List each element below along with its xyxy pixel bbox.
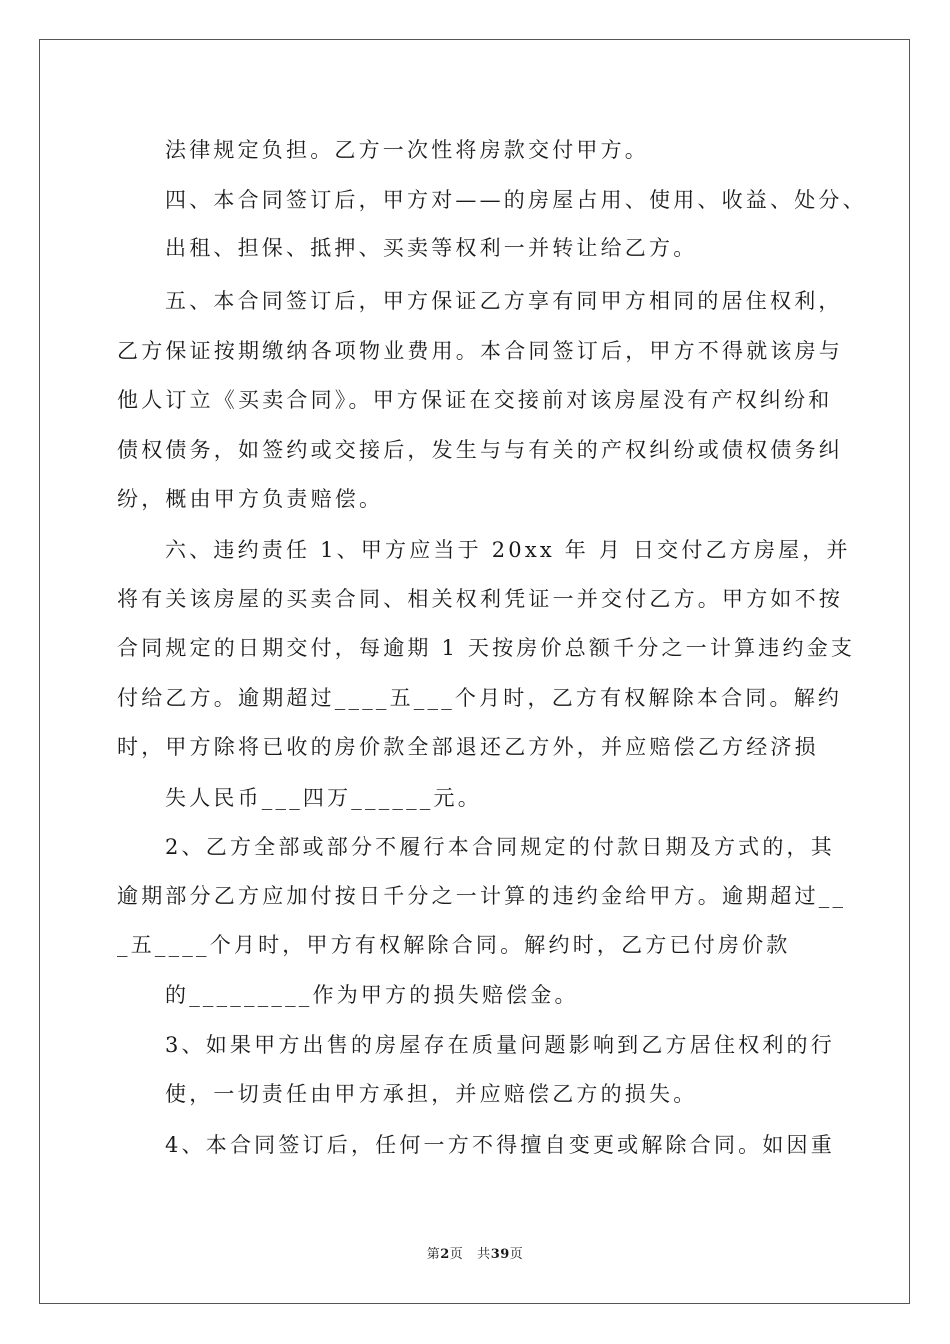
text-line: 乙方保证按期缴纳各项物业费用。本合同签订后，甲方不得就该房与 [117, 339, 843, 363]
total-prefix: 共 [477, 1247, 491, 1262]
total-suffix: 页 [509, 1247, 524, 1262]
text-line: 五、本合同签订后，甲方保证乙方享有同甲方相同的居住权利， [165, 289, 843, 313]
text-line: _五____个月时，甲方有权解除合同。解约时，乙方已付房价款 [117, 933, 791, 957]
page-number: 2 [440, 1247, 450, 1262]
text-line: 合同规定的日期交付，每逾期 1 天按房价总额千分之一计算违约金支 [117, 636, 856, 660]
text-line: 出租、担保、抵押、买卖等权利一并转让给乙方。 [165, 236, 698, 260]
text-line: 失人民币___四万______元。 [165, 786, 482, 810]
text-line: 付给乙方。逾期超过____五___个月时，乙方有权解除本合同。解约 [117, 686, 843, 710]
text-line: 法律规定负担。乙方一次性将房款交付甲方。 [165, 138, 649, 162]
page-prefix: 第 [426, 1247, 441, 1262]
text-line: 3、如果甲方出售的房屋存在质量问题影响到乙方居住权利的行 [165, 1033, 835, 1057]
text-line: 六、违约责任 1、甲方应当于 20xx 年 月 日交付乙方房屋，并 [165, 538, 851, 562]
text-line: 他人订立《买卖合同》。甲方保证在交接前对该房屋没有产权纠纷和 [117, 388, 833, 412]
text-line: 纷，概由甲方负责赔偿。 [117, 487, 384, 511]
text-line: 四、本合同签订后，甲方对——的房屋占用、使用、收益、处分、 [165, 188, 867, 212]
page-footer [0, 1246, 950, 1264]
text-line: 的_________作为甲方的损失赔偿金。 [165, 983, 579, 1007]
text-line: 债权债务，如签约或交接后，发生与与有关的产权纠纷或债权债务纠 [117, 438, 843, 462]
text-line: 逾期部分乙方应加付按日千分之一计算的违约金给甲方。逾期超过__ [117, 884, 847, 908]
page-suffix: 页 [449, 1247, 464, 1262]
text-line: 使，一切责任由甲方承担，并应赔偿乙方的损失。 [165, 1082, 698, 1106]
text-line: 将有关该房屋的买卖合同、相关权利凭证一并交付乙方。甲方如不按 [117, 587, 843, 611]
text-line: 4、本合同签订后，任何一方不得擅自变更或解除合同。如因重 [165, 1133, 835, 1157]
text-line: 时，甲方除将已收的房价款全部退还乙方外，并应赔偿乙方经济损 [117, 735, 819, 759]
total-pages: 39 [490, 1247, 510, 1262]
text-line: 2、乙方全部或部分不履行本合同规定的付款日期及方式的，其 [165, 835, 835, 859]
